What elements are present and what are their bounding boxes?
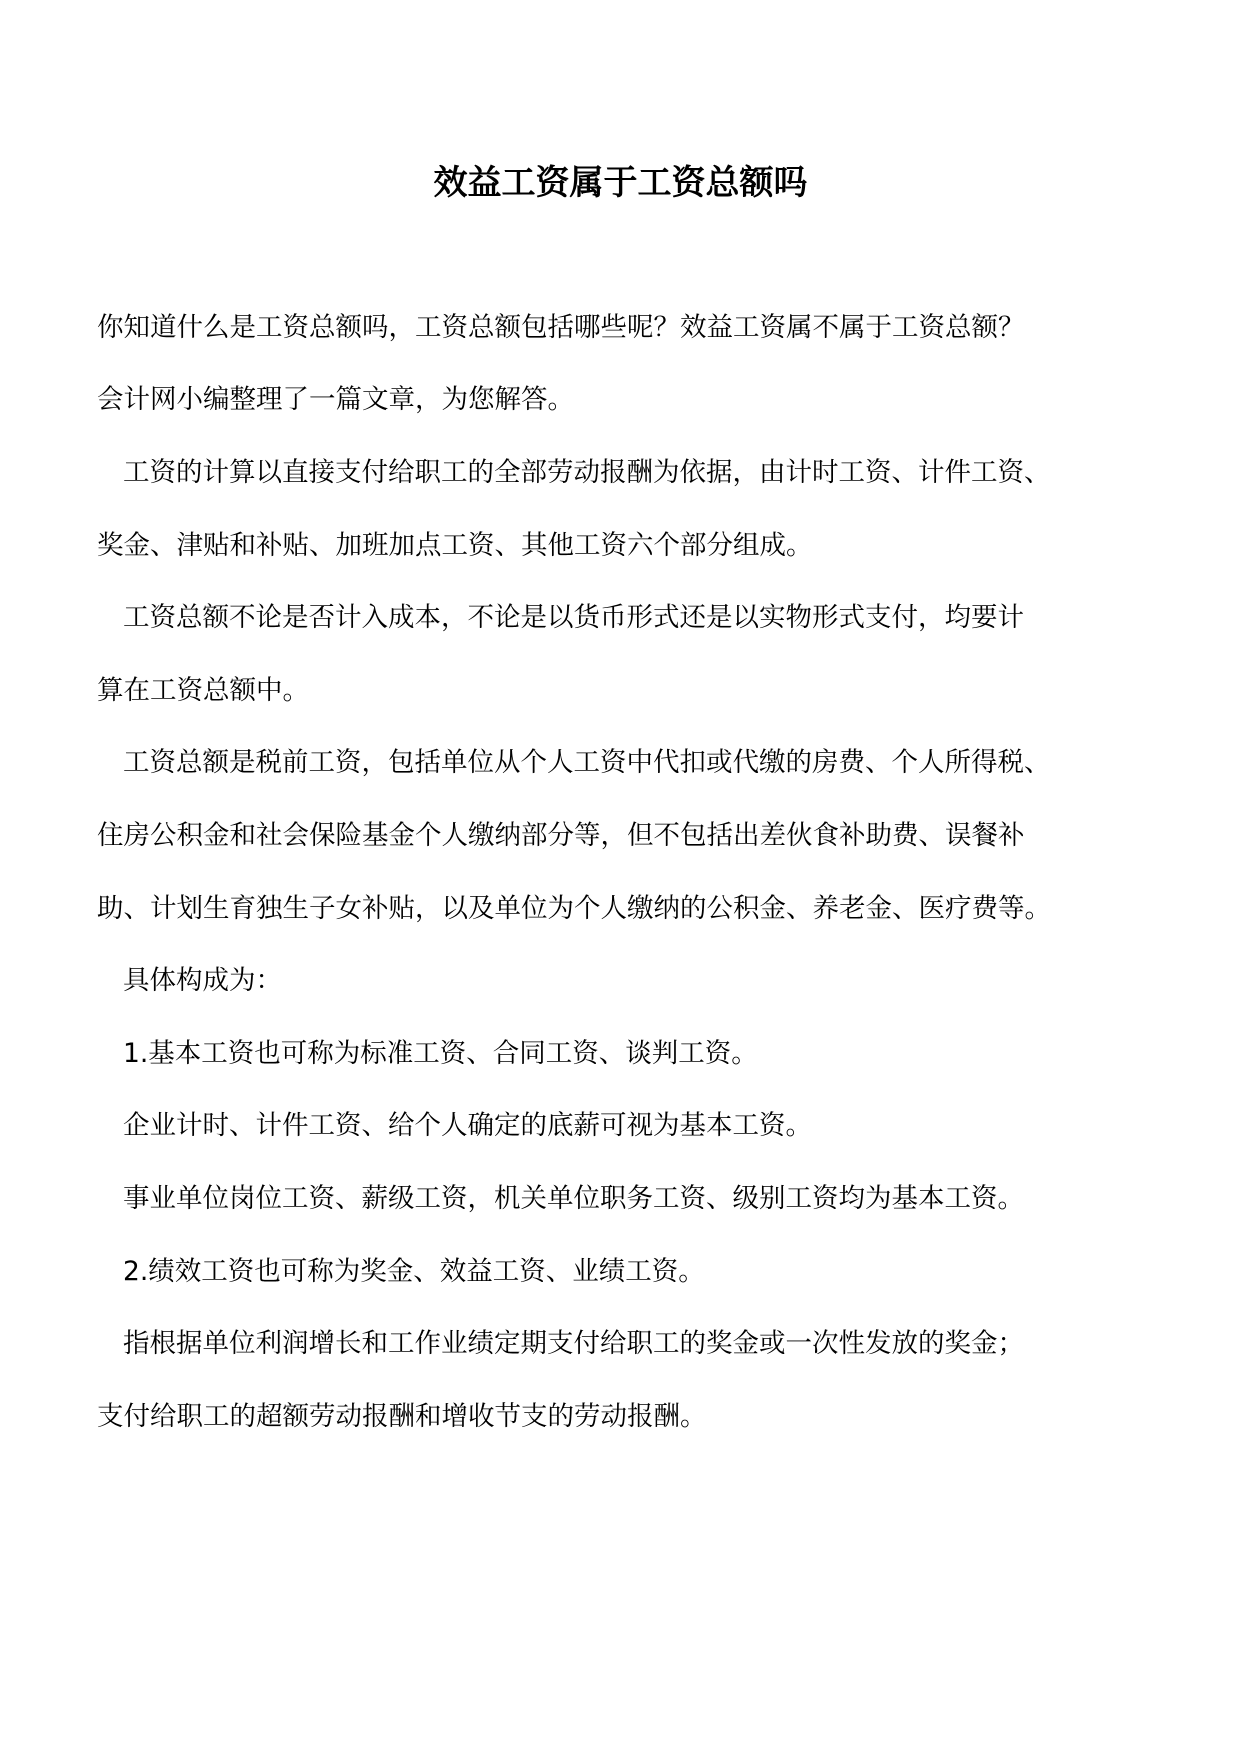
paragraph-line: 会计网小编整理了一篇文章，为您解答。 (97, 384, 574, 415)
paragraph-line: 工资的计算以直接支付给职工的全部劳动报酬为依据，由计时工资、计件工资、 (123, 457, 1051, 488)
paragraph-line: 指根据单位利润增长和工作业绩定期支付给职工的奖金或一次性发放的奖金； (123, 1328, 1024, 1359)
paragraph-line: 工资总额不论是否计入成本，不论是以货币形式还是以实物形式支付，均要计 (123, 602, 1024, 633)
paragraph-line: 助、计划生育独生子女补贴，以及单位为个人缴纳的公积金、养老金、医疗费等。 (97, 893, 1051, 924)
paragraph-line: 企业计时、计件工资、给个人确定的底薪可视为基本工资。 (123, 1110, 812, 1141)
document-title: 效益工资属于工资总额吗 (433, 163, 808, 203)
paragraph-line: 支付给职工的超额劳动报酬和增收节支的劳动报酬。 (97, 1401, 707, 1432)
paragraph-line: 事业单位岗位工资、薪级工资，机关单位职务工资、级别工资均为基本工资。 (123, 1183, 1024, 1214)
paragraph-line: 1.基本工资也可称为标准工资、合同工资、谈判工资。 (123, 1038, 758, 1069)
paragraph-line: 算在工资总额中。 (97, 675, 309, 706)
paragraph-line: 工资总额是税前工资，包括单位从个人工资中代扣或代缴的房费、个人所得税、 (123, 747, 1051, 778)
paragraph-line: 具体构成为： (123, 965, 282, 996)
paragraph-line: 你知道什么是工资总额吗，工资总额包括哪些呢？效益工资属不属于工资总额？ (97, 312, 1025, 343)
paragraph-line: 2.绩效工资也可称为奖金、效益工资、业绩工资。 (123, 1256, 705, 1287)
paragraph-line: 奖金、津贴和补贴、加班加点工资、其他工资六个部分组成。 (97, 530, 813, 561)
paragraph-line: 住房公积金和社会保险基金个人缴纳部分等，但不包括出差伙食补助费、误餐补 (97, 820, 1025, 851)
